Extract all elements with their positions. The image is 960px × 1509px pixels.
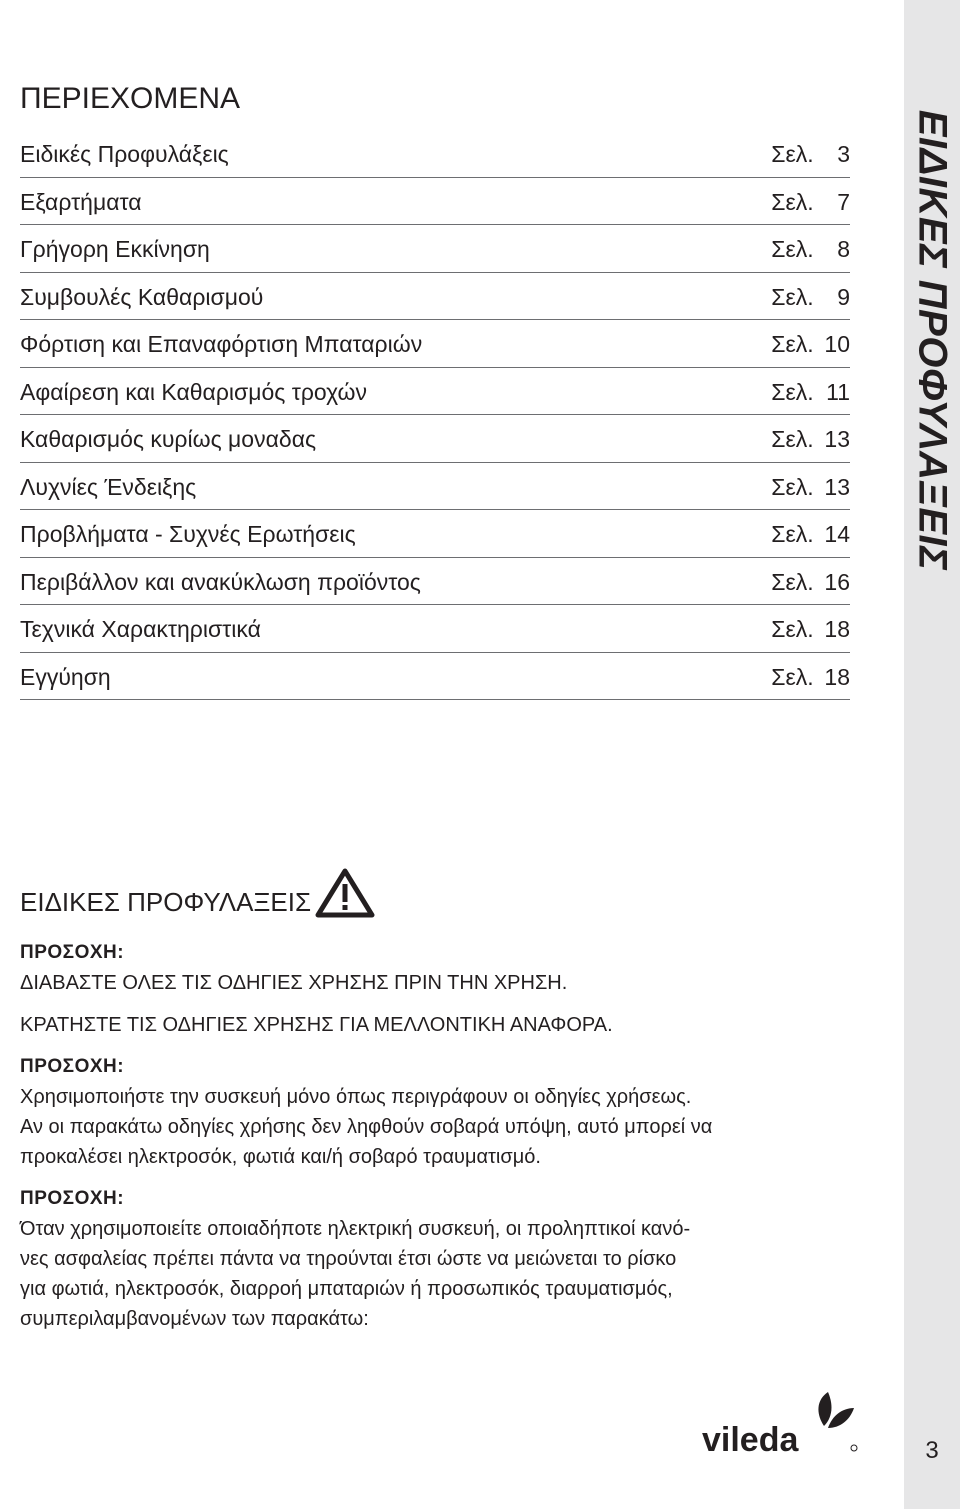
- warning-line: Όταν χρησιμοποιείτε οποιαδήποτε ηλεκτρική συσκευή, οι προληπτικοί κανό-: [20, 1218, 691, 1240]
- vileda-logo: [700, 1388, 860, 1460]
- warning-line: ΚΡΑΤΗΣΤΕ ΤΙΣ ΟΔΗΓΙΕΣ ΧΡΗΣΗΣ ΓΙΑ ΜΕΛΛΟΝΤΙΚΗ ΑΝΑΦΟΡΑ.: [20, 1014, 613, 1036]
- toc-page: Σελ. 14: [771, 521, 850, 547]
- toc-title: Φόρτιση και Επαναφόρτιση Μπαταριών: [20, 331, 423, 357]
- page-number: 3: [925, 1437, 939, 1464]
- warning-line: ΔΙΑΒΑΣΤΕ ΟΛΕΣ ΤΙΣ ΟΔΗΓΙΕΣ ΧΡΗΣΗΣ ΠΡΙΝ ΤΗΝ ΧΡΗΣΗ.: [20, 972, 568, 994]
- warning-triangle-icon: [315, 868, 375, 918]
- sidebar-title: ΕΙΔΙΚΕΣ ΠΡΟΦΥΛΑΞΕΙΣ: [910, 109, 955, 571]
- warning-line: συμπεριλαμβανομένων των παρακάτω:: [20, 1308, 369, 1330]
- toc-title: Προβλήματα - Συχνές Ερωτήσεις: [20, 521, 356, 547]
- toc-title: Περιβάλλον και ανακύκλωση προϊόντος: [20, 568, 421, 595]
- toc-title: Εξαρτήματα: [20, 188, 142, 215]
- toc-page: Σελ. 16: [771, 568, 850, 595]
- toc-row[interactable]: [20, 273, 850, 321]
- warnings-heading-text: ΕΙΔΙΚΕΣ ΠΡΟΦΥΛΑΞΕΙΣ: [20, 887, 312, 917]
- warnings-body: [20, 938, 870, 1334]
- toc-row[interactable]: [20, 130, 850, 178]
- toc-title: Λυχνίες Ένδειξης: [20, 473, 197, 500]
- caution-label: ΠΡΟΣΟΧΗ:: [20, 1056, 125, 1077]
- toc-page: Σελ. 10: [771, 331, 850, 357]
- toc-title: Ειδικές Προφυλάξεις: [20, 141, 229, 167]
- toc-page: Σελ. 7: [771, 188, 850, 215]
- toc-title: Γρήγορη Εκκίνηση: [20, 236, 210, 262]
- toc-list: [20, 130, 850, 700]
- warning-line: νες ασφαλείας πρέπει πάντα να τηρούνται έτσι ώστε να μειώνεται το ρίσκο: [20, 1248, 677, 1270]
- warnings-heading: [20, 868, 375, 918]
- toc-page: Σελ. 3: [771, 141, 850, 167]
- warning-line: Αν οι παρακάτω οδηγίες χρήσης δεν ληφθούν σοβαρά υπόψη, αυτό μπορεί να: [20, 1116, 713, 1138]
- toc-row[interactable]: [20, 225, 850, 273]
- toc-row[interactable]: [20, 605, 850, 653]
- toc-row[interactable]: [20, 653, 850, 701]
- caution-label: ΠΡΟΣΟΧΗ:: [20, 1188, 125, 1209]
- toc-title: Συμβουλές Καθαρισμού: [20, 283, 264, 310]
- toc-row[interactable]: [20, 178, 850, 226]
- toc-row[interactable]: [20, 415, 850, 463]
- warning-line: Χρησιμοποιήστε την συσκευή μόνο όπως περιγράφουν οι οδηγίες χρήσεως.: [20, 1086, 692, 1108]
- warning-line: για φωτιά, ηλεκτροσόκ, διαρροή μπαταριών ή προσωπικός τραυματισμός,: [20, 1278, 673, 1300]
- toc-page: Σελ. 8: [771, 236, 850, 262]
- toc-row[interactable]: [20, 320, 850, 368]
- toc-page: Σελ. 13: [771, 426, 850, 452]
- toc-heading: ΠΕΡΙΕΧΟΜΕΝΑ: [20, 82, 241, 115]
- toc-row[interactable]: [20, 368, 850, 416]
- toc-row[interactable]: [20, 463, 850, 511]
- toc-row[interactable]: [20, 558, 850, 606]
- toc-page: Σελ. 11: [771, 378, 850, 405]
- toc-title: Αφαίρεση και Καθαρισμός τροχών: [20, 378, 367, 405]
- svg-text:vileda: vileda: [702, 1421, 799, 1459]
- toc-title: Καθαρισμός κυρίως μοναδας: [20, 426, 317, 452]
- caution-label: ΠΡΟΣΟΧΗ:: [20, 942, 125, 963]
- toc-title: Τεχνικά Χαρακτηριστικά: [20, 616, 261, 642]
- toc-page: Σελ. 18: [771, 616, 850, 642]
- toc-row[interactable]: [20, 510, 850, 558]
- toc-page: Σελ. 18: [771, 663, 850, 690]
- warning-line: προκαλέσει ηλεκτροσόκ, φωτιά και/ή σοβαρό τραυματισμό.: [20, 1146, 541, 1168]
- toc-title: Εγγύηση: [20, 663, 111, 690]
- toc-page: Σελ. 9: [771, 283, 850, 310]
- toc-page: Σελ. 13: [771, 473, 850, 500]
